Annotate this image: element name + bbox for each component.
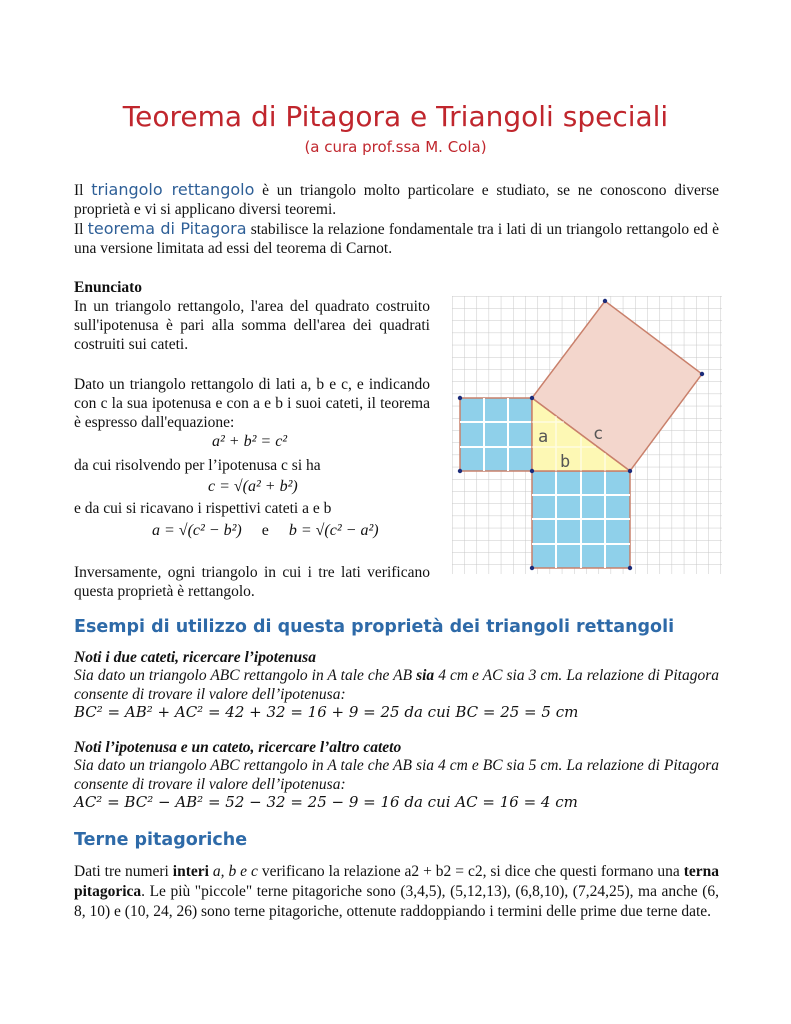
leg-square-b	[532, 471, 630, 568]
equation-hypotenuse	[208, 478, 298, 496]
triples-text-3: . Le più "piccole" terne pitagoriche sono (3,4,5), (5,12,13), (6,8,10), (7,24,25), ma anche (6, 8, 10) e (10, 24, 26) sono terne pitagoriche, ottenute raddoppiando i termini delle prime due terne date.	[74, 883, 719, 920]
label-c: c	[593, 424, 604, 444]
equation-leg-a: a = √(c² − b²)	[152, 522, 242, 539]
statement-text: In un triangolo rettangolo, l'area del quadrato costruito sull'ipotenusa è pari alla somma dell'area dei quadrati costruiti sui cateti.	[74, 298, 430, 353]
equation-leg-b: b = √(c² − a²)	[288, 522, 379, 539]
triples-terna: terna pitagorica	[74, 863, 719, 900]
triples-heading: Terne pitagoriche	[74, 830, 248, 850]
triples-vars: a, b e c	[212, 863, 258, 880]
statement-given: Dato un triangolo rettangolo di lati a, b e c, e indicando con c la sua ipotenusa e con a e b i suoi cateti, il teorema è espresso dall'equazione:	[74, 376, 430, 431]
equation-pythagoras-text: a² + b² = c²	[212, 433, 288, 450]
triples-text-1: Dati tre numeri	[74, 863, 169, 880]
example1-formula: BC² = AB² + AC² = 42 + 32 = 16 + 9 = 25 da cui BC = 25 = 5 cm	[74, 703, 579, 721]
triples-paragraph	[74, 862, 719, 922]
intro-p1-prefix: Il	[74, 182, 84, 199]
intro-paragraph-1	[74, 180, 719, 219]
converse-text: Inversamente, ogni triangolo in cui i tre lati verificano questa proprietà è rettangolo.	[74, 564, 430, 600]
equation-pythagoras	[212, 433, 287, 451]
triples-interi: interi	[172, 863, 209, 880]
triples-text-2: verificano la relazione a2 + b2 = c2, si dice che questi formano una	[261, 863, 680, 880]
label-a: a	[538, 427, 549, 447]
example1-text-a: Sia dato un triangolo ABC rettangolo in A tale che AB	[74, 667, 413, 684]
examples-heading: Esempi di utilizzo di questa proprietà dei triangoli rettangoli	[74, 617, 675, 637]
keyword-triangolo-rettangolo: triangolo rettangolo	[91, 180, 255, 199]
intro-p2-text: stabilisce la relazione fondamentale tra i lati di un triangolo rettangolo ed è una versione limitata ad essi del teorema di Carnot.	[74, 221, 720, 257]
example1-title: Noti i due cateti, ricercare l’ipotenusa	[74, 649, 316, 666]
example2-text: Sia dato un triangolo ABC rettangolo in A tale che AB sia 4 cm e BC sia 5 cm. La relazione di Pitagora consente di trovare il valore dell’ipotenusa:	[74, 757, 719, 793]
example2-formula: AC² = BC² − AB² = 52 − 32 = 25 − 9 = 16 da cui AC = 16 = 4 cm	[74, 793, 578, 811]
example1-text	[74, 666, 719, 704]
example1-text-bold: sia	[416, 667, 435, 684]
equation-legs-separator: e	[261, 522, 269, 539]
solve-legs-text: e da cui si ricavano i rispettivi cateti a e b	[74, 500, 332, 517]
label-b: b	[560, 452, 571, 472]
equation-legs	[152, 522, 379, 540]
page-subtitle: (a cura prof.ssa M. Cola)	[304, 138, 487, 156]
page-title: Teorema di Pitagora e Triangoli speciali	[122, 100, 669, 133]
example2-title: Noti l’ipotenusa e un cateto, ricercare l’altro cateto	[74, 739, 402, 756]
solve-hypotenuse-text: da cui risolvendo per l’ipotenusa c si ha	[74, 457, 321, 474]
statement-heading: Enunciato	[74, 279, 143, 296]
intro-p2-prefix: Il	[74, 221, 84, 238]
pythagoras-figure	[452, 296, 722, 574]
intro-paragraph-2	[74, 219, 719, 258]
intro-p1-text: è un triangolo molto particolare e studiato, se ne conoscono diverse proprietà e vi si applicano diversi teoremi.	[74, 182, 719, 218]
leg-square-a	[460, 398, 532, 471]
equation-hypotenuse-text: c = √(a² + b²)	[208, 478, 298, 495]
example1-text-b: 4 cm e AC sia 3 cm. La relazione di Pitagora consente di trovare il valore dell’ipotenusa:	[74, 667, 720, 703]
keyword-teorema-di-pitagora: teorema di Pitagora	[87, 219, 247, 238]
